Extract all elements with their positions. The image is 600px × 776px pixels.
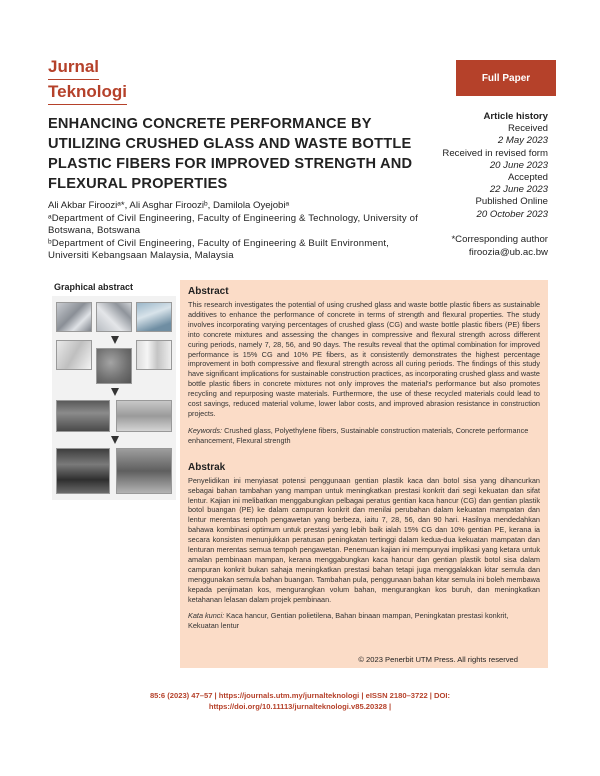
journal-name-line2: Teknologi xyxy=(48,81,127,105)
published-date: 20 October 2023 xyxy=(476,208,548,220)
concrete-molds-photo xyxy=(56,400,110,432)
flow-arrow-icon xyxy=(111,336,119,344)
abstrak-body: Penyelidikan ini menyiasat potensi penggunaan gentian plastik kaca dan botol sisa yang dihancurkan sebagai bahan tambahan yang mampan untuk meningkatkan prestasi konkrit dari segi kekuatan dan sifat lentur. Kajian ini melibatkan menggabungkan pelbagai peratus gentian kaca hancur (CG) dan gentian plastik botol buangan (PE) ke dalam campuran konkrit dan menilai perubahan dalam kekuatan mampatan dan lentur merentas tempoh pengawetan yang berbeza, iaitu 7, 28, 56, dan 90 hari. Hasilnya mendedahkan bahawa kombinasi optimum untuk prestasi yang lebih baik ialah 15% CG dan 10% gentian PE, kerana ia secara konsisten menunjukkan peratusan peningkatan tertinggi dalam kedua-dua kekuatan mampatan dan lenturan merentas semua tempoh pengawetan. Penemuan kajian ini mempunyai implikasi yang ketara untuk amalan pembinaan mampan, kerana menggabungkan kaca hancur dan gentian plastik botol sisa dalam campuran konkrit bukan sahaja meningkatkan prestasi bahan tetapi juga menggalakkan kitar semula dan menggunakan semula bahan buangan. Tambahan pula, penggunaan bahan kitar semula ini boleh membawa kepada penjimatan kos, mengurangkan volum bahan, mengurangkan kos buruh, dan meningkatkan ketahanan lelasan dalam projek pembinaan. xyxy=(188,475,540,604)
abstrak-title: Abstrak xyxy=(188,461,226,473)
curing-specimens-photo xyxy=(116,400,172,432)
affiliation-a: ᵃDepartment of Civil Engineering, Faculty of Engineering & Technology, University of Botswana, Botswana xyxy=(48,212,418,236)
flow-arrow-icon xyxy=(111,436,119,444)
abstract-keywords xyxy=(188,426,540,446)
abstract-box xyxy=(180,280,548,668)
concrete-mix-photo xyxy=(96,348,132,384)
copyright-notice: © 2023 Penerbit UTM Press. All rights reserved xyxy=(358,655,518,664)
footer-line2[interactable]: https://doi.org/10.11113/jurnalteknologi.v85.20328 | xyxy=(208,702,392,711)
kata-kunci-text: Kaca hancur, Gentian polietilena, Bahan binaan mampan, Peningkatan prestasi konkrit, Kekuatan lentur xyxy=(188,611,509,631)
article-history xyxy=(420,111,548,221)
kata-kunci-label: Kata kunci: xyxy=(188,611,225,621)
abstract-body: This research investigates the potential of using crushed glass and waste bottle plastic fibers as sustainable additives to enhance the performance of concrete in terms of strength and flexural properties. The study involves incorporating varying percentages of crushed glass (CG) and waste bottle plastic fibers (PE) fibers into concrete mixtures and assessing the changes in compressive and flexural strength across different curing periods, namely 7, 28, 56, and 90 days. The results reveal that the optimal combination for improved performance is 15% CG and 10% PE fibers, as it consistently demonstrates the highest percentage improvement in both compressive and flexural strength across all curing periods. The findings of this study have significant implications for sustainable construction practices, as incorporating crushed glass and waste bottle plastic fibers in concrete mixtures not only improves the material's performance but also promotes recycling and repurposing waste materials. Furthermore, the use of these recycled materials could lead to cost savings, reduced material volume, lower labor costs, and improved abrasion resistance in construction projects. xyxy=(188,300,540,418)
crushed-glass-photo xyxy=(56,302,92,332)
keywords-text: Crushed glass, Polyethylene fibers, Sustainable construction materials, Concrete performance enhancement, Flexural strength xyxy=(188,425,529,445)
page-footer xyxy=(140,690,460,712)
received-date: 2 May 2023 xyxy=(497,135,548,147)
plastic-bottles-photo xyxy=(136,302,172,332)
abstrak-keywords xyxy=(188,611,540,631)
footer-line1[interactable]: 85:6 (2023) 47–57 | https://journals.utm.my/jurnalteknologi | eISSN 2180–3722 | DOI: xyxy=(149,691,451,700)
accepted-label: Accepted xyxy=(507,172,548,184)
revised-label: Received in revised form xyxy=(442,147,548,159)
corresponding-label: *Corresponding author xyxy=(451,234,548,245)
flow-arrow-icon xyxy=(111,388,119,396)
keywords-label: Keywords: xyxy=(188,425,223,435)
author-block xyxy=(48,200,418,263)
affiliation-b: ᵇDepartment of Civil Engineering, Faculty of Engineering & Built Environment, Universiti Kebangsaan Malaysia, Malaysia xyxy=(48,237,389,261)
flexural-test-photo xyxy=(116,448,172,494)
graphical-abstract-label: Graphical abstract xyxy=(54,282,134,292)
received-label: Received xyxy=(508,123,548,135)
abstract-title: Abstract xyxy=(188,286,229,297)
history-title: Article history xyxy=(483,111,548,122)
revised-date: 20 June 2023 xyxy=(489,159,548,171)
full-paper-badge: Full Paper xyxy=(456,60,556,96)
published-label: Published Online xyxy=(475,196,548,208)
fiber-strips-photo xyxy=(136,340,172,370)
paper-title: ENHANCING CONCRETE PERFORMANCE BY UTILIZING CRUSHED GLASS AND WASTE BOTTLE PLASTIC FIBERS FOR IMPROVED STRENGTH AND FLEXURAL PROPERTIES xyxy=(48,116,413,192)
plastic-fibers-photo xyxy=(56,340,92,370)
accepted-date: 22 June 2023 xyxy=(489,184,548,196)
compression-test-photo xyxy=(56,448,110,494)
graphical-abstract-figure xyxy=(52,296,176,500)
corresponding-email[interactable]: firoozia@ub.ac.bw xyxy=(468,246,548,258)
journal-name xyxy=(48,56,168,106)
corresponding-author xyxy=(420,234,548,259)
author-names: Ali Akbar Firooziᵃ*, Ali Asghar Firooziᵇ, Damilola Oyejobiᵃ xyxy=(48,200,290,211)
journal-name-line1: Jurnal xyxy=(48,56,99,80)
glass-pieces-photo xyxy=(96,302,132,332)
